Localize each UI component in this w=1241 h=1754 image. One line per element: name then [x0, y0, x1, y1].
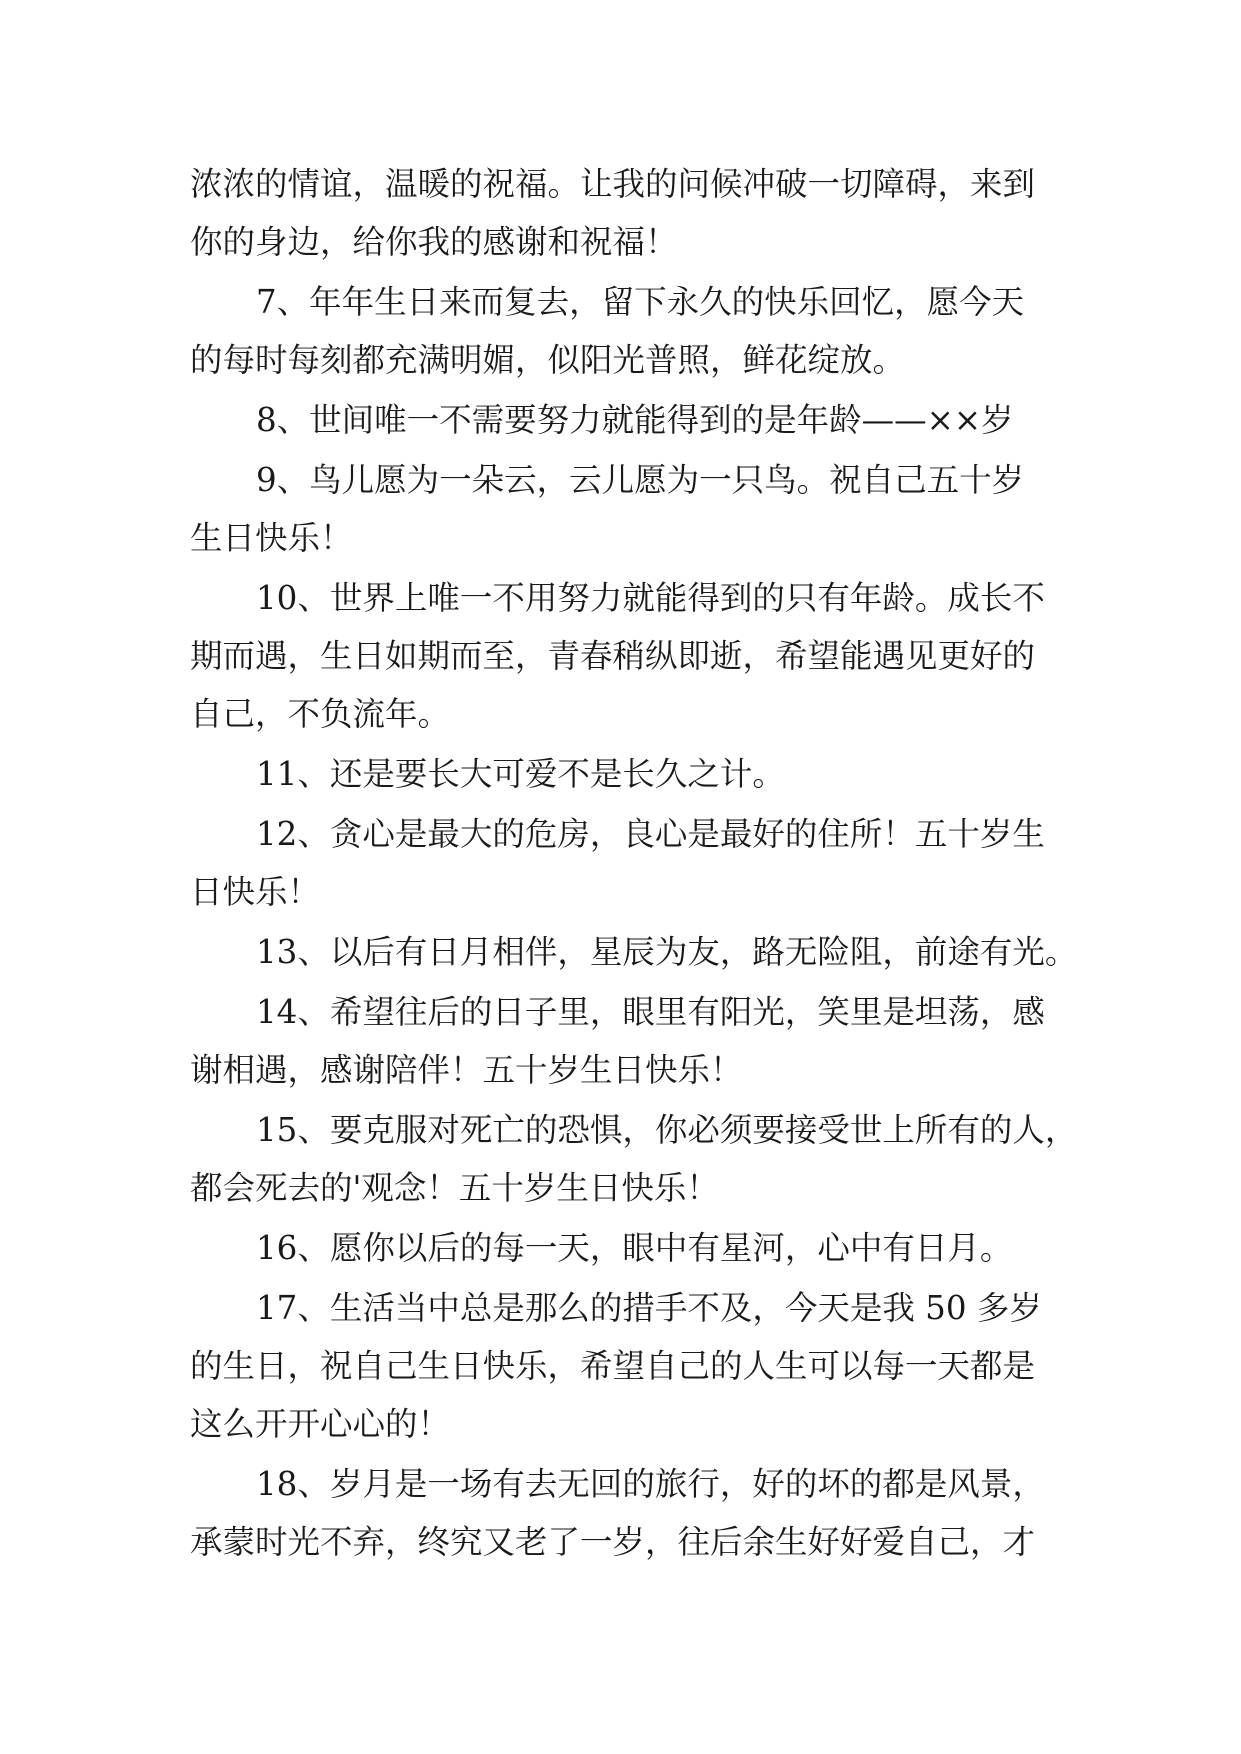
paragraph-item-14 — [190, 983, 1046, 1099]
text-line: 你的身边，给你我的感谢和祝福！ — [190, 223, 678, 261]
text-line: 的每时每刻都充满明媚，似阳光普照，鲜花绽放。 — [190, 341, 906, 379]
text-line: 期而遇，生日如期而至，青春稍纵即逝，希望能遇见更好的 — [190, 637, 1036, 675]
text-line: 日快乐！ — [190, 873, 321, 911]
paragraph-item-7 — [190, 273, 1046, 389]
text-line: 8、世间唯一不需要努力就能得到的是年龄——××岁 — [256, 401, 1014, 439]
text-line: 浓浓的情谊，温暖的祝福。让我的问候冲破一切障碍，来到 — [190, 165, 1036, 203]
paragraph-item-16 — [190, 1219, 1046, 1277]
text-line: 18、岁月是一场有去无回的旅行，好的坏的都是风景， — [256, 1465, 1045, 1503]
paragraph-item-10 — [190, 569, 1046, 743]
document-page — [190, 155, 1078, 1573]
text-line: 谢相遇，感谢陪伴！五十岁生日快乐！ — [190, 1051, 743, 1089]
paragraph-item-9 — [190, 451, 1046, 567]
paragraph-item-13 — [190, 923, 1078, 981]
text-line: 这么开开心心的！ — [190, 1405, 451, 1443]
text-line: 13、以后有日月相伴，星辰为友，路无险阻，前途有光。 — [256, 933, 1078, 971]
text-line: 15、要克服对死亡的恐惧，你必须要接受世上所有的人， — [256, 1111, 1078, 1149]
text-line: 生日快乐！ — [190, 519, 353, 557]
paragraph-item-17 — [190, 1279, 1046, 1453]
text-line: 的生日，祝自己生日快乐，希望自己的人生可以每一天都是 — [190, 1347, 1036, 1385]
text-line: 都会死去的'观念！五十岁生日快乐！ — [190, 1169, 719, 1207]
text-line: 17、生活当中总是那么的措手不及，今天是我 50 多岁 — [256, 1289, 1042, 1327]
text-line: 11、还是要长大可爱不是长久之计。 — [256, 755, 785, 793]
text-line: 10、世界上唯一不用努力就能得到的只有年龄。成长不 — [256, 579, 1045, 617]
text-line: 14、希望往后的日子里，眼里有阳光，笑里是坦荡，感 — [256, 993, 1045, 1031]
text-line: 7、年年生日来而复去，留下永久的快乐回忆，愿今天 — [256, 283, 1025, 321]
text-line: 12、贪心是最大的危房，良心是最好的住所！五十岁生 — [256, 815, 1045, 853]
paragraph-item-15 — [190, 1101, 1078, 1217]
paragraph-intro — [190, 155, 1046, 271]
text-line: 承蒙时光不弃，终究又老了一岁，往后余生好好爱自己，才 — [190, 1523, 1036, 1561]
text-line: 自己，不负流年。 — [190, 695, 451, 733]
paragraph-item-18 — [190, 1455, 1046, 1571]
text-line: 16、愿你以后的每一天，眼中有星河，心中有日月。 — [256, 1229, 1013, 1267]
paragraph-item-8 — [190, 391, 1046, 449]
paragraph-item-11 — [190, 745, 1046, 803]
text-line: 9、鸟儿愿为一朵云，云儿愿为一只鸟。祝自己五十岁 — [256, 461, 1025, 499]
paragraph-item-12 — [190, 805, 1046, 921]
